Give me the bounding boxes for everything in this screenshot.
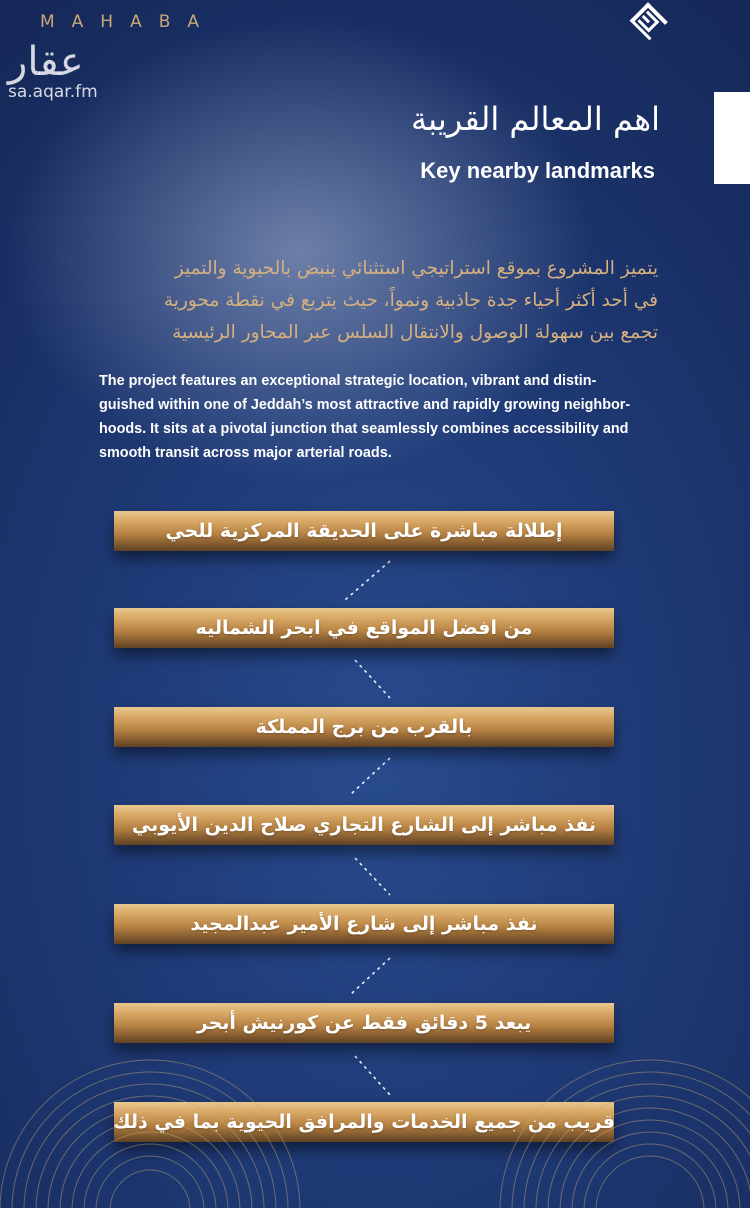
landmark-label: إطلالة مباشرة على الحديقة المركزية للحي: [165, 520, 563, 542]
landmark-item: [114, 707, 614, 747]
description-arabic-line: في أحد أكثر أحياء جدة جاذبية ونمواً، حيث يتربع في نقطة محورية: [163, 290, 658, 311]
landmark-item: [114, 805, 614, 845]
landmark-item: [114, 511, 614, 551]
description-arabic-line: يتميز المشروع بموقع استراتيجي استثنائي ينبض بالحيوية والتميز: [174, 258, 658, 279]
description-english-line: The project features an exceptional strategic location, vibrant and distin-: [99, 373, 597, 389]
brand-name: MAHABA: [40, 12, 217, 32]
description-english-line: hoods. It sits at a pivotal junction that seamlessly combines accessibility and: [99, 421, 629, 437]
landmark-item: [114, 904, 614, 944]
landmark-label: قريب من جميع الخدمات والمرافق الحيوية بما في ذلك: [113, 1111, 615, 1133]
watermark-url: sa.aqar.fm: [8, 82, 98, 102]
description-arabic-line: تجمع بين سهولة الوصول والانتقال السلس عبر المحاور الرئيسية: [172, 322, 658, 343]
landmark-item: [114, 608, 614, 648]
heading-arabic: اهم المعالم القريبة: [411, 100, 660, 138]
heading-english: Key nearby landmarks: [420, 158, 655, 183]
decorative-arcs: [0, 1020, 750, 1230]
landmark-label: نفذ مباشر إلى الشارع التجاري صلاح الدين الأيوبي: [131, 814, 597, 836]
landmark-label: نفذ مباشر إلى شارع الأمير عبدالمجيد: [190, 913, 538, 935]
landmark-label: يبعد 5 دقائق فقط عن كورنيش أبحر: [196, 1012, 532, 1034]
landmark-label: بالقرب من برج المملكة: [255, 716, 473, 738]
watermark-arabic: عقار: [8, 39, 84, 85]
bottom-strip: [0, 1208, 750, 1230]
description-english-line: guished within one of Jeddah’s most attractive and rapidly growing neighbor-: [99, 397, 631, 413]
landmark-label: من افضل المواقع في ابحر الشماليه: [195, 617, 533, 639]
description-english-line: smooth transit across major arterial roads.: [99, 445, 392, 461]
